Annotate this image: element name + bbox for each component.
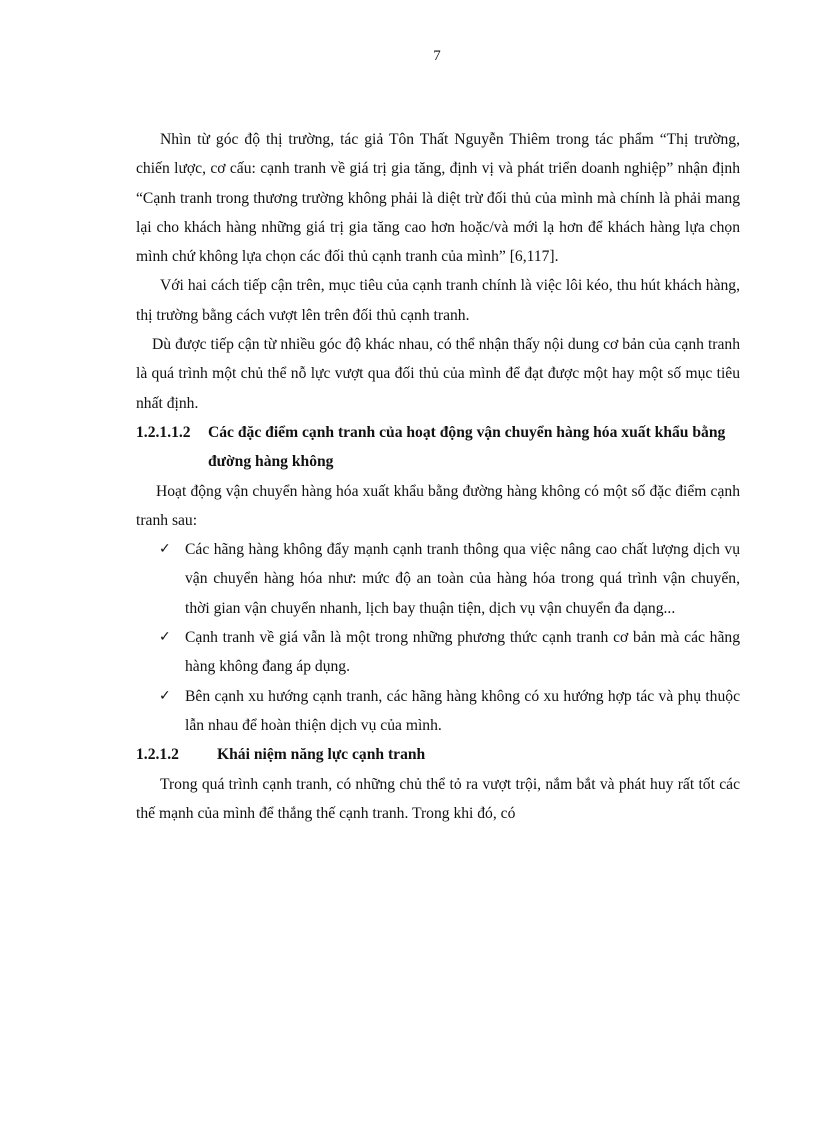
checkmark-icon: ✓: [159, 629, 171, 646]
list-item: [159, 682, 740, 741]
paragraph-competition-essence: Dù được tiếp cận từ nhiều góc độ khác nhau, có thể nhận thấy nội dung cơ bản của cạnh tranh là quá trình một chủ thể nỗ lực vượt qua đối thủ của mình để đạt được một hay một số mục tiêu nhất định.: [136, 336, 740, 412]
section-title: Các đặc điểm cạnh tranh của hoạt động vận chuyển hàng hóa xuất khẩu bằng đường hàng không: [208, 423, 726, 471]
section-heading-competitiveness-concept: [136, 740, 740, 769]
paragraph-characteristics-intro: Hoạt động vận chuyển hàng hóa xuất khẩu bằng đường hàng không có một số đặc điểm cạnh tranh sau:: [136, 482, 740, 529]
characteristics-list: [136, 535, 740, 740]
section-title: Khái niệm năng lực cạnh tranh: [217, 746, 426, 764]
section-number: 1.2.1.2: [136, 746, 179, 764]
section-number: 1.2.1.1.2: [136, 423, 191, 441]
section-heading-competition-characteristics: [136, 418, 740, 477]
paragraph-competition-process: Trong quá trình cạnh tranh, có những chủ thể tỏ ra vượt trội, nắm bắt và phát huy rất tốt các thế mạnh của mình để thắng thế cạnh tranh. Trong khi đó, có: [136, 775, 740, 822]
paragraph-market-perspective: Nhìn từ góc độ thị trường, tác giả Tôn Thất Nguyễn Thiêm trong tác phẩm “Thị trường, chiến lược, cơ cấu: cạnh tranh về giá trị gia tăng, định vị và phát triển doanh nghiệp” nhận định “Cạnh tranh trong thương trường không phải là diệt trừ đối thủ của mình mà chính là phải mang lại cho khách hàng những giá trị gia tăng cao hơn hoặc/và mới lạ hơn để khách hàng lựa chọn mình chứ không lựa chọn các đối thủ cạnh tranh của mình” [6,117].: [136, 131, 740, 266]
checkmark-icon: ✓: [159, 541, 171, 558]
checkmark-icon: ✓: [159, 687, 171, 704]
list-item: [159, 535, 740, 623]
document-body: [136, 125, 740, 828]
list-item-text: Bên cạnh xu hướng cạnh tranh, các hãng hàng không có xu hướng hợp tác và phụ thuộc lẫn nhau để hoàn thiện dịch vụ của mình.: [185, 687, 740, 734]
list-item: [159, 623, 740, 682]
list-item-text: Các hãng hàng không đẩy mạnh cạnh tranh thông qua việc nâng cao chất lượng dịch vụ vận chuyển hàng hóa như: mức độ an toàn của hàng hóa trong quá trình vận chuyển, thời gian vận chuyển nhanh, lịch bay thuận tiện, dịch vụ vận chuyển đa dạng...: [185, 541, 740, 617]
list-item-text: Cạnh tranh về giá vẫn là một trong những phương thức cạnh tranh cơ bản mà các hãng hàng không đang áp dụng.: [185, 629, 740, 676]
page-number: 7: [433, 48, 441, 64]
paragraph-competition-goal: Với hai cách tiếp cận trên, mục tiêu của cạnh tranh chính là việc lôi kéo, thu hút khách hàng, thị trường bằng cách vượt lên trên đối thủ cạnh tranh.: [136, 277, 740, 324]
